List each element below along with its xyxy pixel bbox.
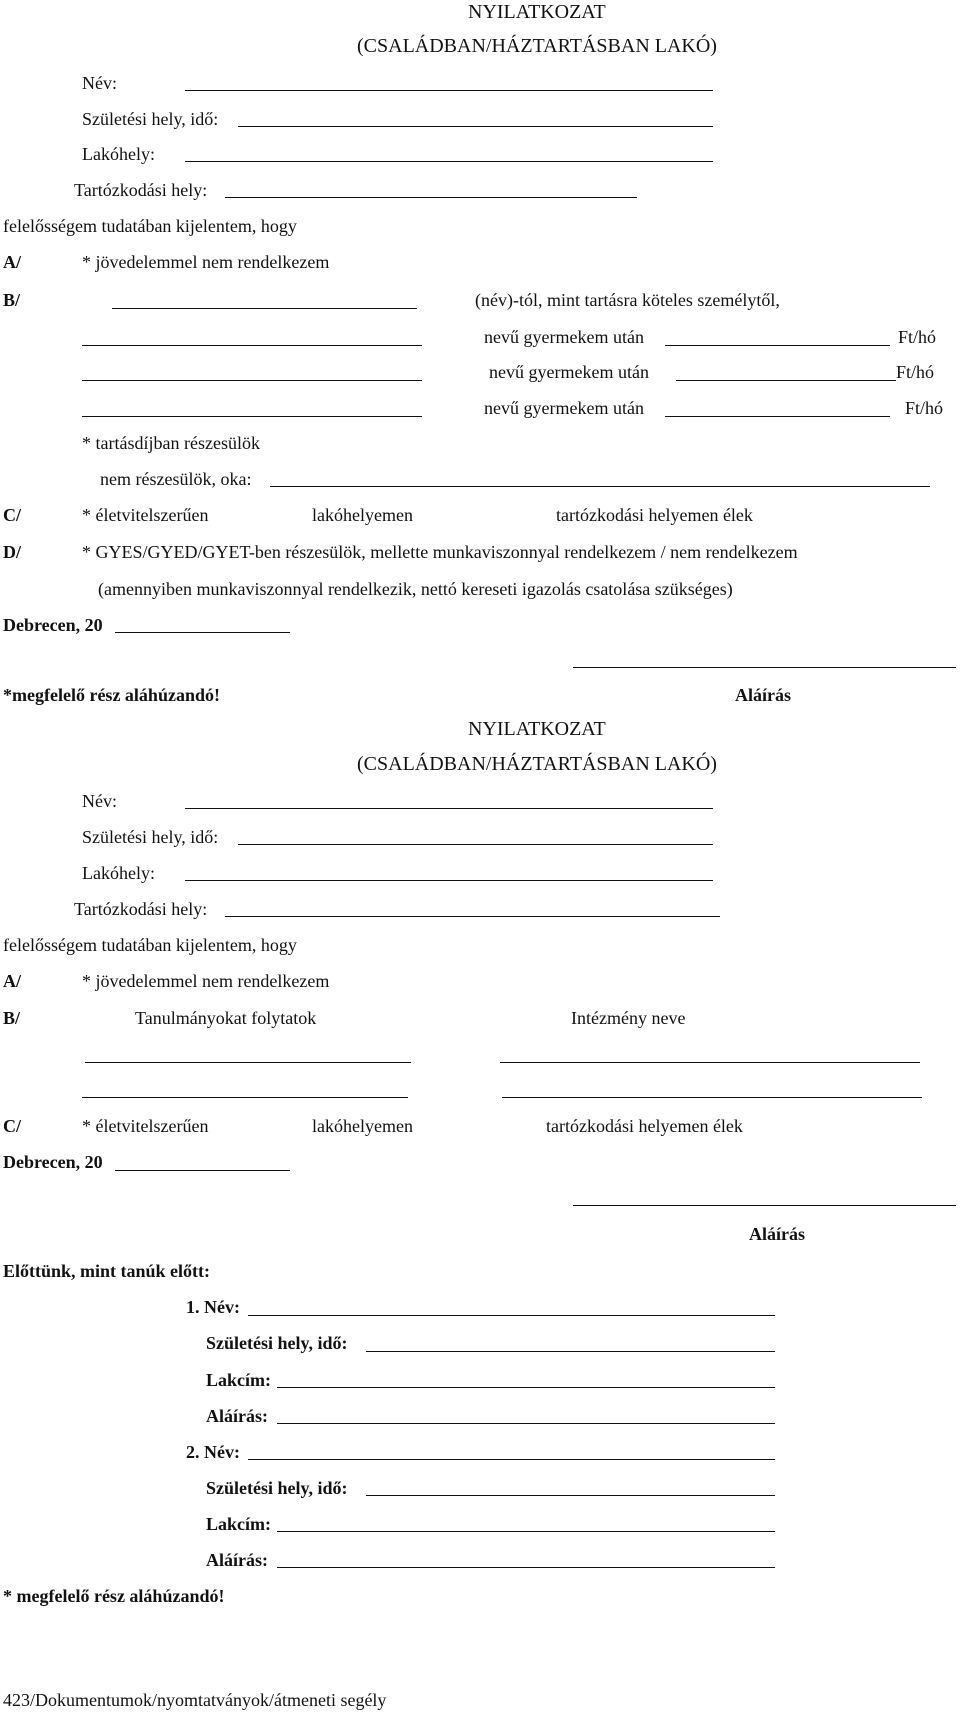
form2-declaration: felelősségem tudatában kijelentem, hogy — [3, 935, 297, 955]
form1-stay-label: Tartózkodási hely: — [74, 180, 208, 200]
witness1-signature-label: Aláírás: — [206, 1406, 268, 1426]
form2-city-date: Debrecen, 20 — [3, 1152, 103, 1172]
form2-birth-label: Születési hely, idő: — [82, 827, 219, 847]
form1-reason-field[interactable] — [270, 486, 930, 487]
form1-child3-amount[interactable] — [665, 416, 890, 417]
witness1-birth-field[interactable] — [366, 1351, 775, 1352]
witness2-name-label: 2. Név: — [186, 1442, 240, 1462]
form1-title: NYILATKOZAT — [468, 1, 606, 23]
form2-c-text3: tartózkodási helyemen élek — [546, 1116, 743, 1136]
form2-stay-field[interactable] — [225, 916, 720, 917]
form2-title: NYILATKOZAT — [468, 718, 606, 740]
witness2-address-field[interactable] — [277, 1531, 775, 1532]
form1-not-receive: nem részesülök, oka: — [100, 469, 252, 489]
form2-b-text: Tanulmányokat folytatok — [135, 1008, 317, 1028]
form2-institution-field-1[interactable] — [500, 1062, 920, 1063]
form1-subtitle: (CSALÁDBAN/HÁZTARTÁSBAN LAKÓ) — [357, 35, 717, 57]
form1-stay-field[interactable] — [225, 197, 637, 198]
footer-path: 423/Dokumentumok/nyomtatványok/átmeneti segély — [3, 1690, 387, 1710]
form2-birth-field[interactable] — [238, 844, 713, 845]
form1-residence-field[interactable] — [185, 161, 713, 162]
form1-birth-label: Születési hely, idő: — [82, 109, 219, 129]
form1-alimony: * tartásdíjban részesülök — [82, 433, 260, 453]
form1-child3-field[interactable] — [82, 416, 422, 417]
form2-a-marker: A/ — [3, 971, 21, 991]
witness1-birth-label: Születési hely, idő: — [206, 1333, 348, 1353]
form1-b-marker: B/ — [3, 290, 21, 310]
form1-name-field[interactable] — [185, 90, 713, 91]
form1-d-marker: D/ — [3, 542, 21, 562]
form2-signature-line[interactable] — [573, 1205, 956, 1206]
form1-d-text: * GYES/GYED/GYET-ben részesülök, mellette munkaviszonnyal rendelkezem / nem rendelkezem — [82, 542, 798, 562]
form1-c-text2: lakóhelyemen — [312, 505, 413, 525]
form2-a-text: * jövedelemmel nem rendelkezem — [82, 971, 330, 991]
witnesses-footnote: * megfelelő rész aláhúzandó! — [3, 1586, 225, 1606]
form2-stay-label: Tartózkodási hely: — [74, 899, 208, 919]
form1-residence-label: Lakóhely: — [82, 144, 155, 164]
form2-c-marker: C/ — [3, 1116, 21, 1136]
form1-city-date: Debrecen, 20 — [3, 615, 103, 635]
form2-b-marker: B/ — [3, 1008, 21, 1028]
witness2-signature-label: Aláírás: — [206, 1550, 268, 1570]
form1-child3-label: nevű gyermekem után — [484, 398, 644, 418]
form1-child2-field[interactable] — [82, 380, 422, 381]
form1-child2-label: nevű gyermekem után — [489, 362, 649, 382]
form2-c-text2: lakóhelyemen — [312, 1116, 413, 1136]
witness2-birth-label: Születési hely, idő: — [206, 1478, 348, 1498]
form2-b-institution: Intézmény neve — [571, 1008, 686, 1028]
witness1-address-label: Lakcím: — [206, 1370, 271, 1390]
form1-child1-amount[interactable] — [665, 345, 890, 346]
form2-name-label: Név: — [82, 791, 117, 811]
form1-a-text: * jövedelemmel nem rendelkezem — [82, 252, 330, 272]
form2-study-field-2[interactable] — [82, 1097, 408, 1098]
form1-child3-unit: Ft/hó — [905, 398, 944, 418]
witness1-address-field[interactable] — [277, 1387, 775, 1388]
form1-birth-field[interactable] — [238, 126, 713, 127]
witness1-name-field[interactable] — [248, 1315, 775, 1316]
form2-institution-field-2[interactable] — [502, 1097, 922, 1098]
form1-b-name-field[interactable] — [112, 308, 417, 309]
witness2-signature-field[interactable] — [277, 1567, 775, 1568]
witness2-birth-field[interactable] — [366, 1495, 775, 1496]
form1-child1-field[interactable] — [82, 345, 422, 346]
form1-footnote: *megfelelő rész aláhúzandó! — [3, 685, 220, 705]
form2-name-field[interactable] — [185, 808, 713, 809]
witnesses-heading: Előttünk, mint tanúk előtt: — [3, 1261, 211, 1281]
form1-declaration: felelősségem tudatában kijelentem, hogy — [3, 216, 297, 236]
form1-d-note: (amennyiben munkaviszonnyal rendelkezik, nettó kereseti igazolás csatolása szükséges) — [98, 579, 733, 599]
form1-signature-label: Aláírás — [735, 685, 791, 705]
form2-subtitle: (CSALÁDBAN/HÁZTARTÁSBAN LAKÓ) — [357, 753, 717, 775]
form1-b-from: (név)-tól, mint tartásra köteles személytől, — [475, 290, 780, 310]
form1-signature-line[interactable] — [573, 667, 956, 668]
witness2-address-label: Lakcím: — [206, 1514, 271, 1534]
witness2-name-field[interactable] — [248, 1459, 775, 1460]
form2-residence-field[interactable] — [185, 880, 713, 881]
form1-c-text1: * életvitelszerűen — [82, 505, 209, 525]
form2-c-text1: * életvitelszerűen — [82, 1116, 209, 1136]
form1-name-label: Név: — [82, 73, 117, 93]
form1-a-marker: A/ — [3, 252, 21, 272]
form1-child2-unit: Ft/hó — [896, 362, 935, 382]
form1-c-text3: tartózkodási helyemen élek — [556, 505, 753, 525]
witness1-name-label: 1. Név: — [186, 1297, 240, 1317]
form1-child1-label: nevű gyermekem után — [484, 327, 644, 347]
form2-study-field-1[interactable] — [85, 1062, 411, 1063]
form2-date-field[interactable] — [115, 1170, 290, 1171]
form1-date-field[interactable] — [115, 632, 290, 633]
form2-residence-label: Lakóhely: — [82, 863, 155, 883]
witness1-signature-field[interactable] — [277, 1423, 775, 1424]
form2-signature-label: Aláírás — [749, 1224, 805, 1244]
form1-child2-amount[interactable] — [676, 380, 896, 381]
form1-child1-unit: Ft/hó — [898, 327, 937, 347]
form1-c-marker: C/ — [3, 505, 21, 525]
